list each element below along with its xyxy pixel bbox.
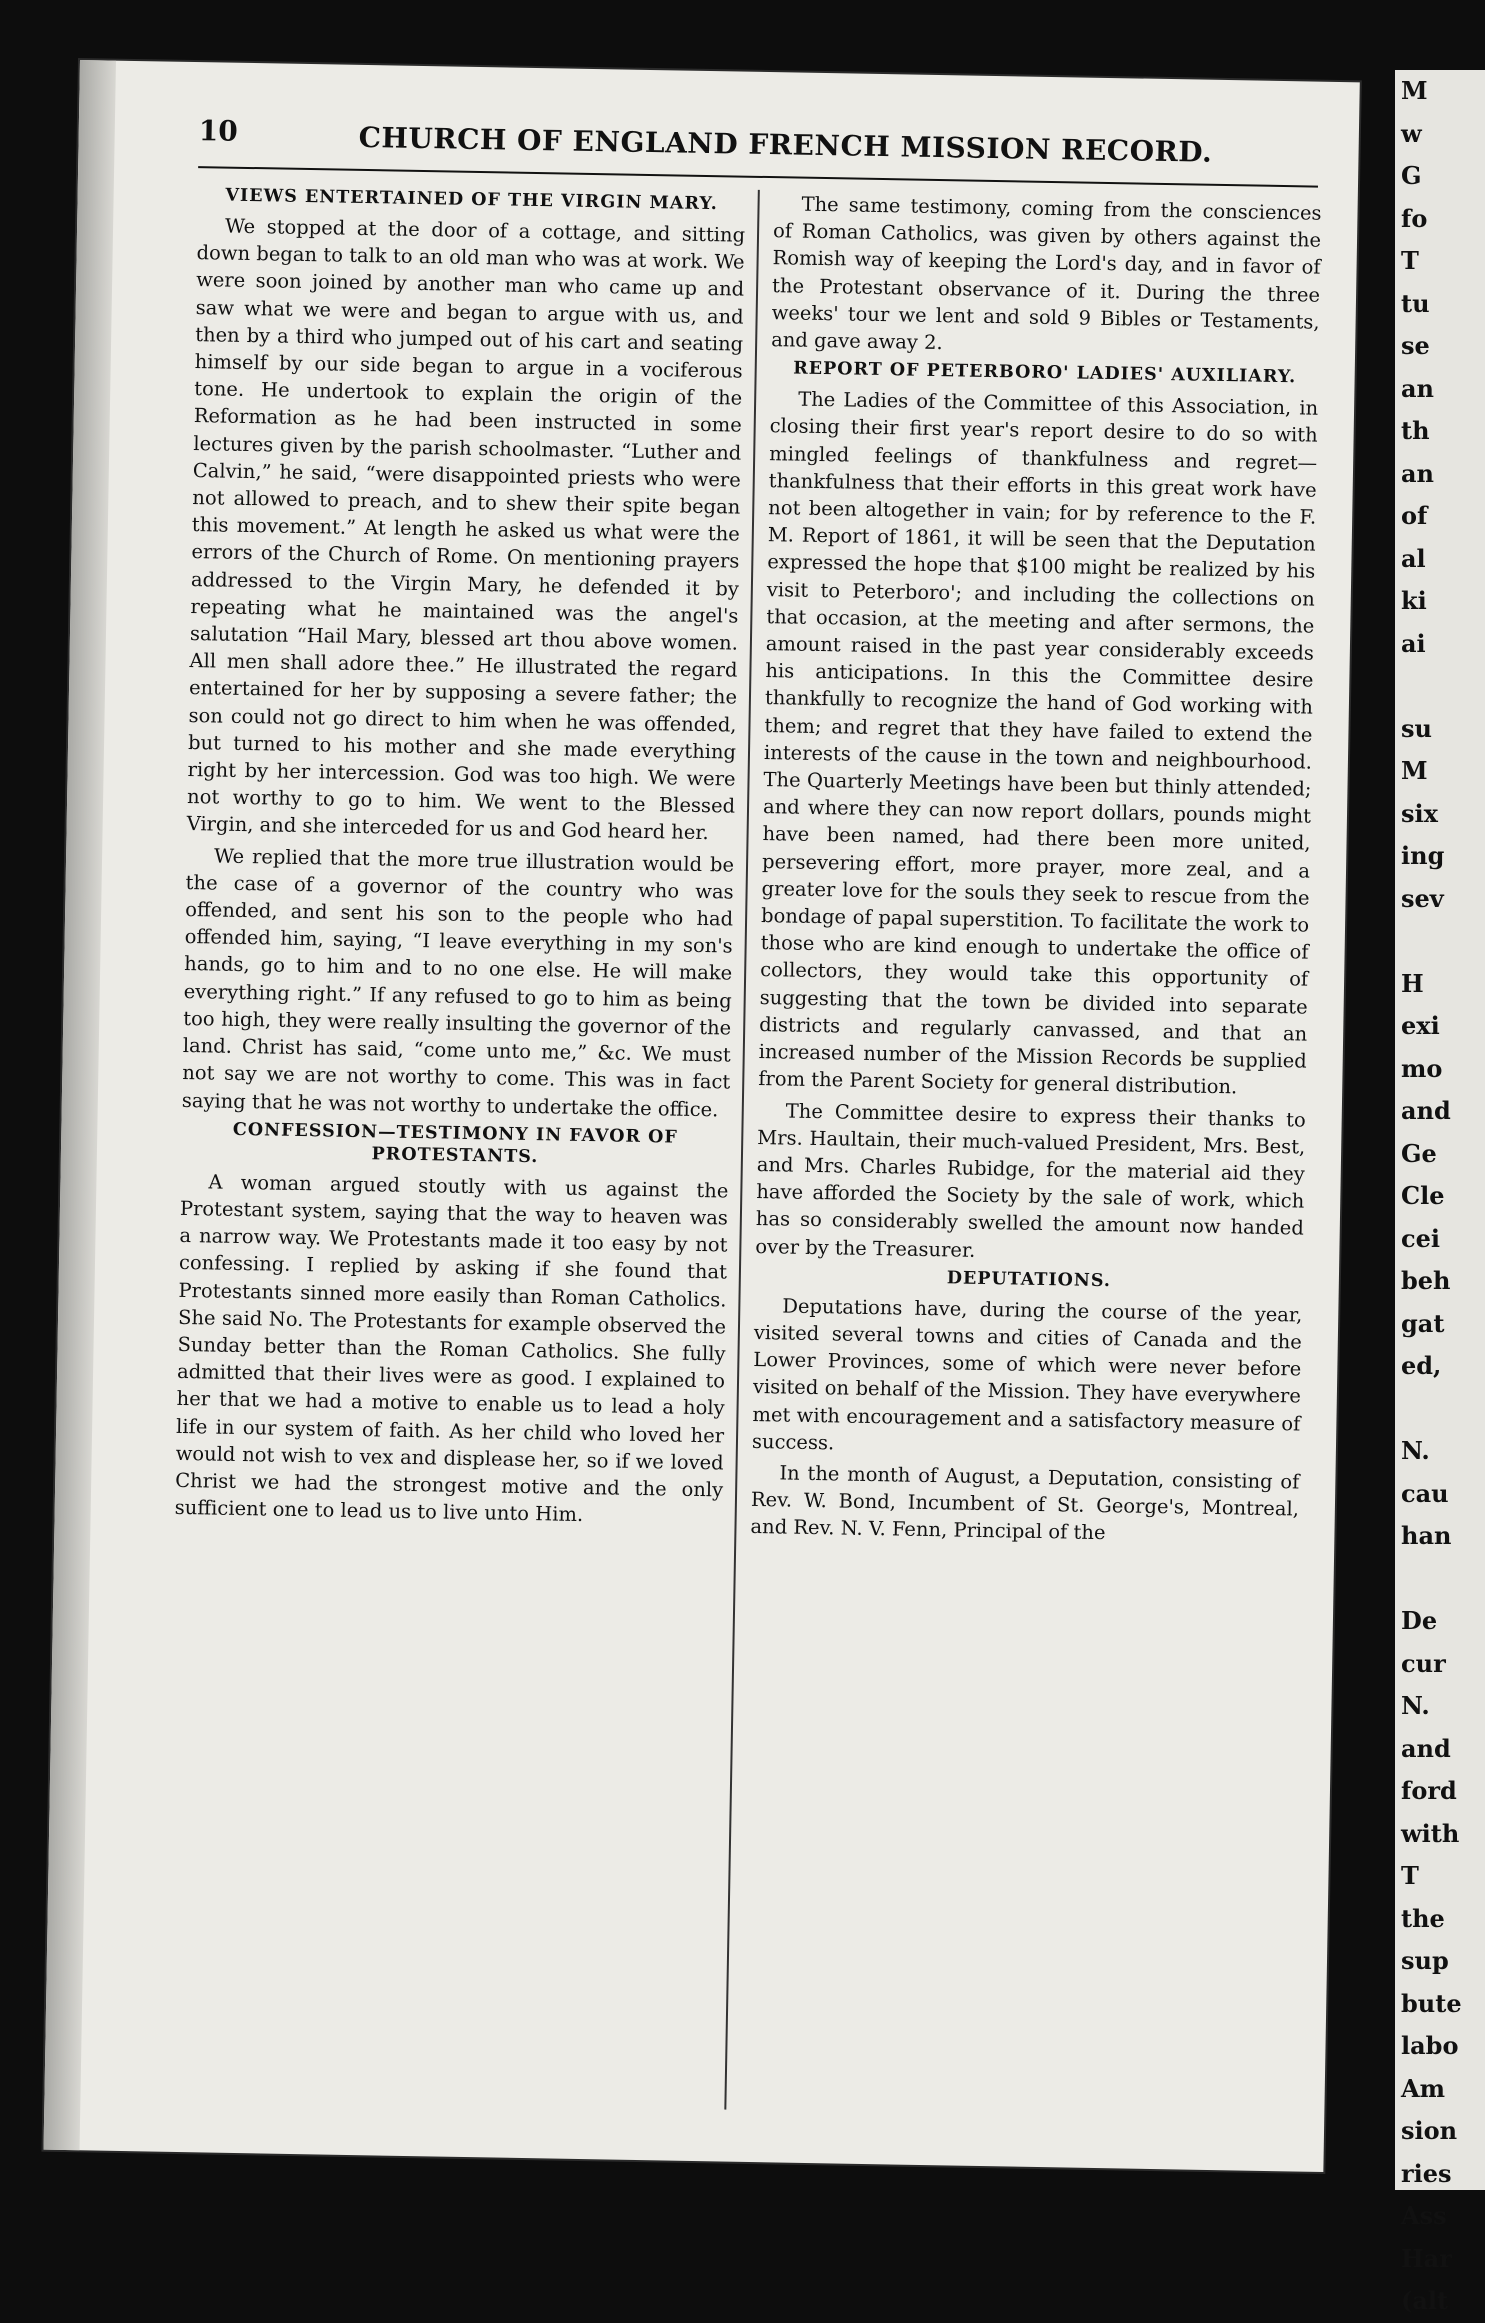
adjacent-page-fragment bbox=[1401, 1558, 1485, 1601]
adjacent-page-fragment: se bbox=[1401, 331, 1430, 360]
adjacent-page-fragment: Ass bbox=[1401, 2201, 1447, 2230]
adjacent-page-fragment: ki bbox=[1401, 586, 1427, 615]
adjacent-page-fragment: exi bbox=[1401, 1011, 1440, 1040]
section-heading-peterboro-report: REPORT OF PETERBORO' LADIES' AUXILIARY. bbox=[792, 358, 1297, 388]
adjacent-page-fragment: with bbox=[1401, 1818, 1460, 1848]
right-column bbox=[750, 190, 1322, 1554]
adjacent-page-fragment: w bbox=[1401, 118, 1422, 148]
adjacent-page-fragment: Am bbox=[1401, 2073, 1446, 2103]
adjacent-page-fragment: ries bbox=[1401, 2158, 1452, 2188]
adjacent-page-fragment: fo bbox=[1401, 203, 1428, 233]
adjacent-page-fragment: labo bbox=[1401, 2031, 1459, 2060]
adjacent-page-fragment: tu bbox=[1401, 288, 1430, 318]
adjacent-page-fragment: T bbox=[1401, 246, 1419, 275]
adjacent-page-fragment: cei bbox=[1401, 1223, 1440, 1253]
adjacent-page-fragment: (alt bbox=[1401, 2286, 1449, 2315]
adjacent-page-fragment bbox=[1401, 665, 1485, 708]
adjacent-page-fragment: th bbox=[1401, 416, 1430, 445]
adjacent-page-fragment: Cle bbox=[1401, 1181, 1445, 1210]
paragraph: We stopped at the door of a cottage, and sitting down began to talk to an old man who was at work. We were soon joined by another man who came up and saw what we were and began to argue with us, and then by a third who jumped out of his cart and seating himself by our side began to argue in a vociferous tone. He undertook to explain the origin of the Reformation as he had been instructed in some lectures given by the parish schoolmaster. “Luther and Calvin,” he said, “were disappointed priests who were not allowed to preach, and to shew their spite began this movement.” At length he asked us what were the errors of the Church of Rome. On mentioning prayers addressed to the Virgin Mary, he defended it by repeating what he maintained was the angel's salutation “Hail Mary, blessed art thou above women. All men shall adore thee.” He illustrated the regard entertained for her by supposing a severe father; the son could not go direct to him when he was offended, but turned to his mother and she made everything right by her intercession. God was too high. We were not worthy to go to him. We went to the Blessed Virgin, and she interceded for us and God heard her. bbox=[186, 214, 746, 845]
section-heading-confession: CONFESSION—TESTIMONY IN FAVOR OF PROTESTANTS. bbox=[232, 1119, 678, 1167]
paragraph: The Ladies of the Committee of this Association, in closing their first year's report desire to do so with mingled feelings of thankfulness and regret—thankfulness that their efforts in this great work have not been altogether in vain; for by reference to the F. M. Report of 1861, it will be seen that the Deputation expressed the hope that $100 might be realized by his visit to Peterboro'; and including the collections on that occasion, at the meeting and after sermons, the amount raised in the past year considerably exceeds his anticipations. In this the Committee desire thankfully to recognize the hand of God working with them; and regret that they have failed to extend the interests of the cause in the town and neighbourhood. The Quarterly Meetings have been but thinly attended; and where they can now report dollars, pounds might have been named, had there been more united, persevering effort, more prayer, more zeal, and a greater love for the souls they seek to rescue from the bondage of papal superstition. To facilitate the work to those who are kind enough to undertake the office of collectors, they would take this opportunity of suggesting that the town be divided into separate districts and regularly canvassed, and that an increased number of the Mission Records be supplied from the Parent Society for general distribution. bbox=[758, 387, 1319, 1099]
adjacent-page-fragment: H bbox=[1401, 968, 1424, 998]
adjacent-page-fragment: ed, bbox=[1401, 1351, 1442, 1380]
page-header bbox=[198, 114, 1329, 174]
page-number: 10 bbox=[198, 114, 239, 148]
adjacent-page-fragment: ing bbox=[1401, 841, 1445, 870]
adjacent-page-fragment: an bbox=[1401, 458, 1434, 488]
section-heading-virgin-mary: VIEWS ENTERTAINED OF THE VIRGIN MARY. bbox=[225, 185, 718, 215]
adjacent-page-fragment: beh bbox=[1401, 1266, 1451, 1295]
adjacent-page-edge bbox=[1395, 70, 1485, 2315]
adjacent-page-fragment: T bbox=[1401, 1861, 1419, 1890]
document-page bbox=[44, 60, 1360, 2172]
adjacent-page-fragment: cau bbox=[1401, 1478, 1449, 1508]
adjacent-page-fragment: Ge bbox=[1401, 1138, 1437, 1168]
adjacent-page-fragment: of bbox=[1401, 501, 1428, 530]
paragraph: A woman argued stoutly with us against the Protestant system, saying that the way to heaven was a narrow way. We Protestants made it too easy by not confessing. I replied by asking if she found that Protestants sinned more easily than Roman Catholics. She said No. The Protestants for example observed the Sunday better than the Roman Catholics. She fully admitted that their lives were as good. I explained to her that we had a motive to enable us to lead a holy life in our system of faith. As her child who loved her would not wish to vex and displease her, so if we loved Christ we had the strongest motive and the only sufficient one to lead us to live unto Him. bbox=[174, 1170, 729, 1527]
adjacent-page-fragment bbox=[1401, 1388, 1485, 1431]
adjacent-page-fragment: su bbox=[1401, 713, 1432, 743]
adjacent-page-fragment: mo bbox=[1401, 1053, 1443, 1083]
adjacent-page-fragment: sev bbox=[1401, 883, 1444, 913]
adjacent-page-fragment: the bbox=[1401, 1903, 1445, 1933]
adjacent-page-fragment: sup bbox=[1401, 1946, 1449, 1975]
adjacent-page-fragment: N. bbox=[1401, 1691, 1430, 1720]
paragraph: The Committee desire to express their thanks to Mrs. Haultain, their much-valued President, Mrs. Best, and Mrs. Charles Rubidge, for the material aid they have afforded the Society by the sale of work, which has so considerably swelled the amount now handed over by the Treasurer. bbox=[755, 1098, 1306, 1262]
section-heading-deputations: DEPUTATIONS. bbox=[946, 1268, 1112, 1291]
adjacent-page-fragment: al bbox=[1401, 543, 1426, 573]
paragraph: The same testimony, coming from the consciences of Roman Catholics, was given by others against the Romish way of keeping the Lord's day, and in favor of the Protestant observance of it. During the three weeks' tour we lent and sold 9 Bibles or Testaments, and gave away 2. bbox=[771, 192, 1322, 355]
adjacent-page-fragment: bute bbox=[1401, 1988, 1462, 2018]
adjacent-page-fragment: and bbox=[1401, 1733, 1451, 1763]
adjacent-page-fragment: and bbox=[1401, 1096, 1451, 1125]
paragraph: We replied that the more true illustration would be the case of a governor of the country who was offended, and sent his son to the people who had offended him, saying, “I leave everything in my son's hands, go to him and to no one else. He will make everything right.” If any refused to go to him as being too high, they were really insulting the governor of the land. Christ has said, “come unto me,” &c. We must not say we are not worthy to come. This was in fact saying that he was not worthy to undertake the office. bbox=[181, 844, 735, 1121]
adjacent-page-fragment: M bbox=[1401, 76, 1428, 105]
adjacent-page-fragment: sion bbox=[1401, 2116, 1458, 2145]
left-column bbox=[174, 180, 745, 1535]
adjacent-page-fragment: M bbox=[1401, 756, 1428, 785]
adjacent-page-fragment: an bbox=[1401, 373, 1434, 403]
adjacent-page-fragment: ai bbox=[1401, 628, 1426, 658]
paragraph: In the month of August, a Deputation, consisting of Rev. W. Bond, Incumbent of St. George's, Montreal, and Rev. N. V. Fenn, Principal of the bbox=[750, 1461, 1300, 1545]
adjacent-page-fragment: G bbox=[1401, 161, 1422, 190]
adjacent-page-fragment: Har bbox=[1401, 2243, 1452, 2273]
adjacent-page-fragment: ford bbox=[1401, 1776, 1457, 1805]
adjacent-page-fragment: cur bbox=[1401, 1648, 1446, 1678]
adjacent-page-fragment: gat bbox=[1401, 1308, 1445, 1338]
adjacent-page-fragment: De bbox=[1401, 1606, 1438, 1635]
adjacent-page-fragment: N. bbox=[1401, 1436, 1430, 1465]
adjacent-page-fragment: han bbox=[1401, 1521, 1452, 1550]
adjacent-page-fragment: six bbox=[1401, 798, 1438, 828]
adjacent-page-fragment bbox=[1401, 920, 1485, 963]
paragraph: Deputations have, during the course of the year, visited several towns and cities of Canada and the Lower Provinces, some of which were never before visited on behalf of the Mission. They have everywhere met with encouragement and a satisfactory measure of success. bbox=[751, 1294, 1303, 1455]
running-title: CHURCH OF ENGLAND FRENCH MISSION RECORD. bbox=[358, 120, 1213, 169]
